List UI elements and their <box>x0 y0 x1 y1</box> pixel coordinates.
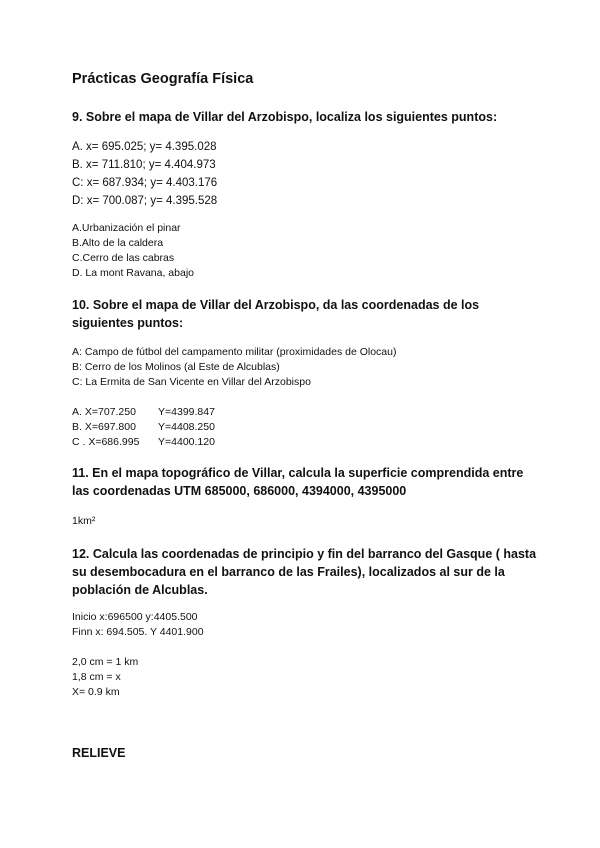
q10-point-b: B: Cerro de los Molinos (al Este de Alcublas) <box>72 361 280 373</box>
q9-answers <box>72 221 194 281</box>
q9-answer-d: D. La mont Ravana, abajo <box>72 267 194 279</box>
q10-points <box>72 345 397 390</box>
question-12-line-1: 12. Calcula las coordenadas de principio y fin del barranco del Gasque ( hasta <box>72 547 537 561</box>
q9-coord-b: B. x= 711.810; y= 4.404.973 <box>72 159 216 171</box>
q10-answer-c-x: C . X=686.995 <box>72 436 140 448</box>
q9-answer-c: C.Cerro de las cabras <box>72 252 175 264</box>
q10-answer-b <box>72 420 215 435</box>
question-10-line-2: siguientes puntos: <box>72 316 184 330</box>
question-11-line-2: las coordenadas UTM 685000, 686000, 4394000, 4395000 <box>72 484 407 498</box>
q12-calc-line-2: 1,8 cm = x <box>72 671 121 683</box>
q9-coords <box>72 138 217 210</box>
q12-answer-end: Finn x: 694.505. Y 4401.900 <box>72 626 204 638</box>
page-title: Prácticas Geografía Física <box>72 71 254 87</box>
q12-answer-start: Inicio x:696500 y:4405.500 <box>72 611 198 623</box>
question-12 <box>72 545 536 599</box>
q10-answer-a-x: A. X=707.250 <box>72 406 136 418</box>
question-11-line-1: 11. En el mapa topográfico de Villar, calcula la superficie comprendida entre <box>72 466 524 480</box>
q12-answers <box>72 610 204 640</box>
section-heading-relieve: RELIEVE <box>72 746 126 760</box>
q12-calc <box>72 655 138 700</box>
q12-calc-line-3: X= 0.9 km <box>72 686 120 698</box>
q9-answer-a: A.Urbanización el pinar <box>72 222 181 234</box>
q10-answer-b-x: B. X=697.800 <box>72 421 136 433</box>
question-10 <box>72 296 479 332</box>
q9-coord-a: A. x= 695.025; y= 4.395.028 <box>72 141 217 153</box>
q10-answers <box>72 405 215 450</box>
q10-answer-a-y: Y=4399.847 <box>158 406 215 418</box>
question-12-line-2: su desembocadura en el barranco de las Frailes), localizados al sur de la <box>72 565 505 579</box>
q10-answer-c-y: Y=4400.120 <box>158 436 215 448</box>
q9-coord-d: D: x= 700.087; y= 4.395.528 <box>72 195 218 207</box>
q10-point-c: C: La Ermita de San Vicente en Villar del Arzobispo <box>72 376 311 388</box>
q12-calc-line-1: 2,0 cm = 1 km <box>72 656 139 668</box>
q10-answer-a <box>72 405 215 420</box>
question-11 <box>72 464 523 500</box>
q9-answer-b: B.Alto de la caldera <box>72 237 164 249</box>
q11-answer: 1km² <box>72 515 96 527</box>
question-10-line-1: 10. Sobre el mapa de Villar del Arzobispo, da las coordenadas de los <box>72 298 480 312</box>
question-9: 9. Sobre el mapa de Villar del Arzobispo, localiza los siguientes puntos: <box>72 110 498 124</box>
q10-answer-c <box>72 435 215 450</box>
q10-answer-b-y: Y=4408.250 <box>158 421 215 433</box>
question-12-line-3: población de Alcublas. <box>72 583 208 597</box>
q9-coord-c: C: x= 687.934; y= 4.403.176 <box>72 177 218 189</box>
q10-point-a: A: Campo de fútbol del campamento militar (proximidades de Olocau) <box>72 346 397 358</box>
